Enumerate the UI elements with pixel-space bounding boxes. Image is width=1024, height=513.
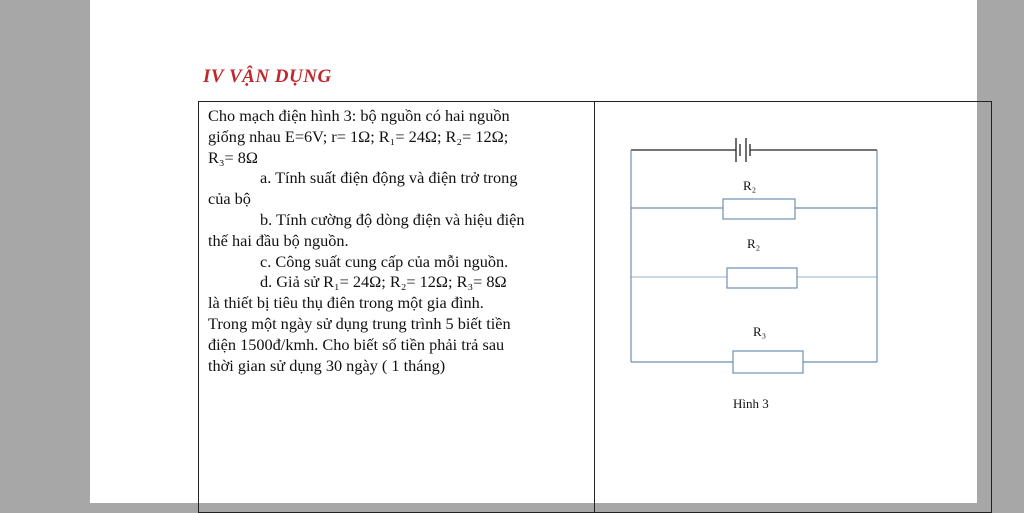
- resistor-r2: [727, 268, 797, 288]
- part-d-line-5: thời gian sử dụng 30 ngày ( 1 tháng): [208, 355, 446, 375]
- part-a-line-1: a. Tính suất điện động và điện trở trong: [260, 168, 518, 188]
- part-b-line-1: b. Tính cường độ dòng điện và hiệu điện: [260, 209, 525, 229]
- label-r1: R₂: [743, 178, 757, 193]
- label-r2: R₂: [747, 236, 761, 251]
- circuit-figure: [597, 102, 987, 422]
- part-a-line-2: của bộ: [208, 189, 251, 209]
- problem-intro-line-3: R₃= 8Ω: [208, 147, 259, 167]
- part-d-line-2: là thiết bị tiêu thụ điên trong một gia đình.: [208, 293, 484, 313]
- battery-icon: [711, 138, 757, 162]
- exercise-table: [198, 101, 992, 513]
- section-heading: IV VẬN DỤNG: [203, 66, 332, 87]
- resistor-r1: [723, 199, 795, 219]
- figure-caption: Hình 3: [733, 396, 769, 411]
- table-column-divider: [594, 102, 595, 512]
- label-r3: R₃: [753, 324, 767, 339]
- part-c-line: c. Công suất cung cấp của mỗi nguồn.: [260, 251, 509, 271]
- part-d-line-3: Trong một ngày sử dụng trung trình 5 biết tiền: [208, 313, 511, 333]
- problem-intro-line-2: giống nhau E=6V; r= 1Ω; R₁= 24Ω; R₂= 12Ω;: [208, 126, 509, 146]
- problem-text: [208, 106, 590, 376]
- part-d-line-1: d. Giả sử R₁= 24Ω; R₂= 12Ω; R₃= 8Ω: [260, 272, 507, 292]
- part-d-line-4: điện 1500đ/kmh. Cho biết số tiền phải trả sau: [208, 334, 505, 354]
- document-page: [90, 0, 977, 503]
- problem-intro-line-1: Cho mạch điện hình 3: bộ nguồn có hai nguồn: [208, 106, 510, 125]
- part-b-line-2: thế hai đầu bộ nguồn.: [208, 230, 349, 250]
- resistor-r3: [733, 351, 803, 373]
